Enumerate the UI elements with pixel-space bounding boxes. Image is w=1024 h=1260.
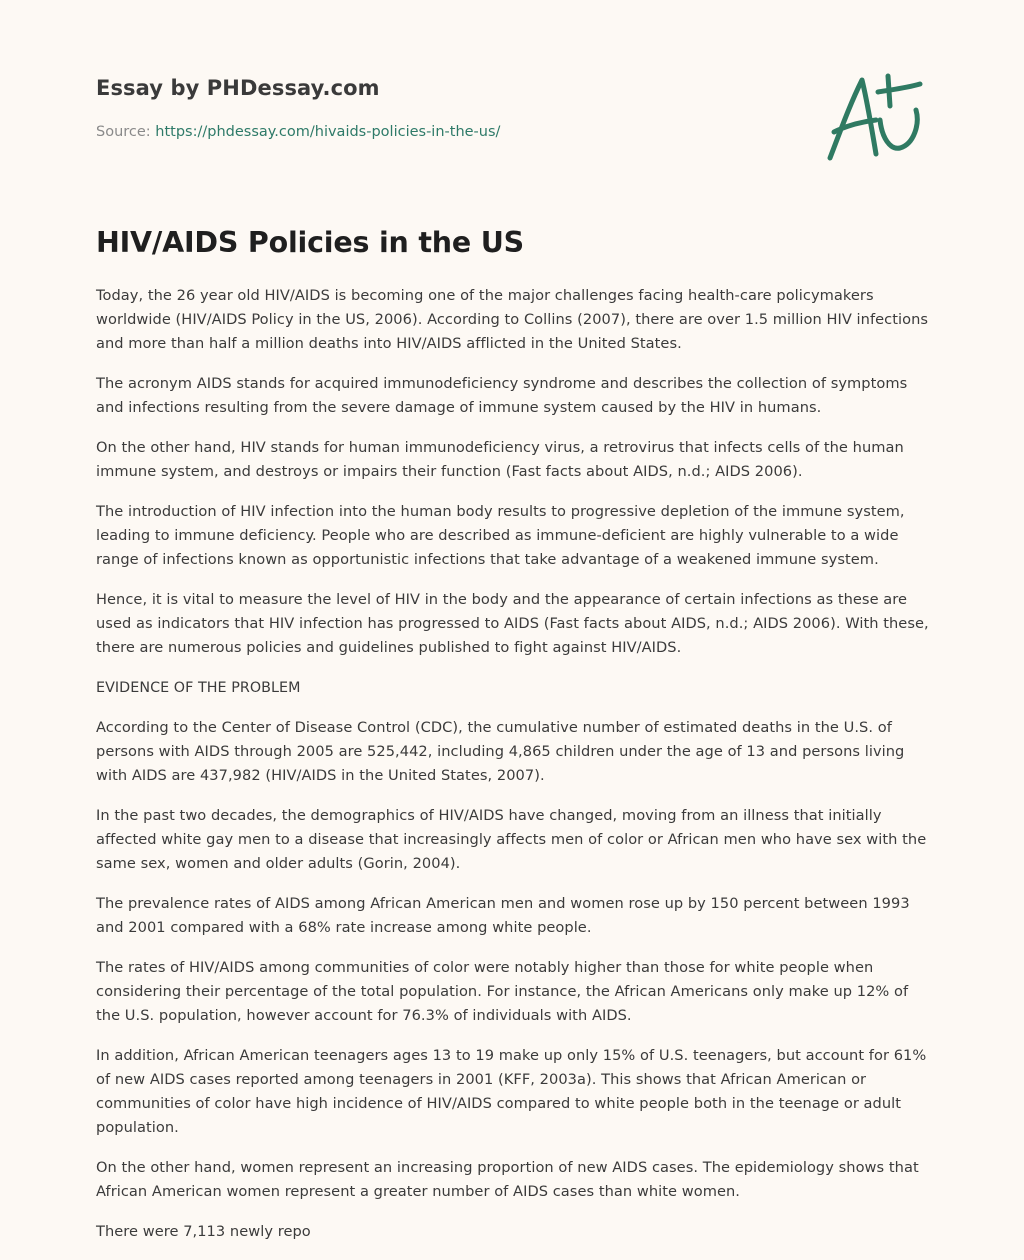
paragraph: On the other hand, HIV stands for human immunodeficiency virus, a retrovirus that infects cells of the human immune system, and destroys or impairs their function (Fast facts about AIDS, n.d.; AIDS 2006). (96, 439, 904, 480)
essay-title: HIV/AIDS Policies in the US (96, 226, 524, 259)
paragraph: The rates of HIV/AIDS among communities of color were notably higher than those for white people when considering their percentage of the total population. For instance, the African Americans only make up 12% of the U.S. population, however account for 76.3% of individuals with AIDS. (96, 959, 909, 1024)
paragraph: Hence, it is vital to measure the level of HIV in the body and the appearance of certain infections as these are used as indicators that HIV infection has progressed to AIDS (Fast facts about AIDS, n.d.; AIDS 2006). With these, there are numerous policies and guidelines published to fight against HIV/AIDS. (96, 591, 929, 656)
site-brand: Essay by PHDessay.com (96, 76, 380, 100)
source-label: Source: (96, 124, 151, 140)
paragraph-truncated: There were 7,113 newly repo (96, 1223, 311, 1240)
paragraph: In addition, African American teenagers ages 13 to 19 make up only 15% of U.S. teenagers, but account for 61% of new AIDS cases reported among teenagers in 2001 (KFF, 2003a). This shows that African American or communities of color have high incidence of HIV/AIDS compared to white people both in the teenage or adult population. (96, 1047, 927, 1136)
section-heading: EVIDENCE OF THE PROBLEM (96, 680, 301, 696)
a-plus-logo-icon (820, 62, 930, 172)
paragraph: In the past two decades, the demographics of HIV/AIDS have changed, moving from an illness that initially affected white gay men to a disease that increasingly affects men of color or African men who have sex with the same sex, women and older adults (Gorin, 2004). (96, 807, 927, 872)
paragraph: Today, the 26 year old HIV/AIDS is becoming one of the major challenges facing health-care policymakers worldwide (HIV/AIDS Policy in the US, 2006). According to Collins (2007), there are over 1.5 million HIV infections and more than half a million deaths into HIV/AIDS afflicted in the United States. (96, 287, 929, 352)
source-link[interactable]: https://phdessay.com/hivaids-policies-in-the-us/ (155, 124, 501, 140)
paragraph: The acronym AIDS stands for acquired immunodeficiency syndrome and describes the collection of symptoms and infections resulting from the severe damage of immune system caused by the HIV in humans. (96, 375, 908, 416)
paragraph: On the other hand, women represent an increasing proportion of new AIDS cases. The epidemiology shows that African American women represent a greater number of AIDS cases than white women. (96, 1159, 919, 1200)
paragraph: The prevalence rates of AIDS among African American men and women rose up by 150 percent between 1993 and 2001 compared with a 68% rate increase among white people. (96, 895, 910, 936)
essay-body (96, 284, 932, 1260)
source-line (96, 124, 500, 140)
paragraph: The introduction of HIV infection into the human body results to progressive depletion of the immune system, leading to immune deficiency. People who are described as immune-deficient are highly vulnerable to a wide range of infections known as opportunistic infections that take advantage of a weakened immune system. (96, 503, 905, 568)
paragraph: According to the Center of Disease Control (CDC), the cumulative number of estimated deaths in the U.S. of persons with AIDS through 2005 are 525,442, including 4,865 children under the age of 13 and persons living with AIDS are 437,982 (HIV/AIDS in the United States, 2007). (96, 719, 905, 784)
